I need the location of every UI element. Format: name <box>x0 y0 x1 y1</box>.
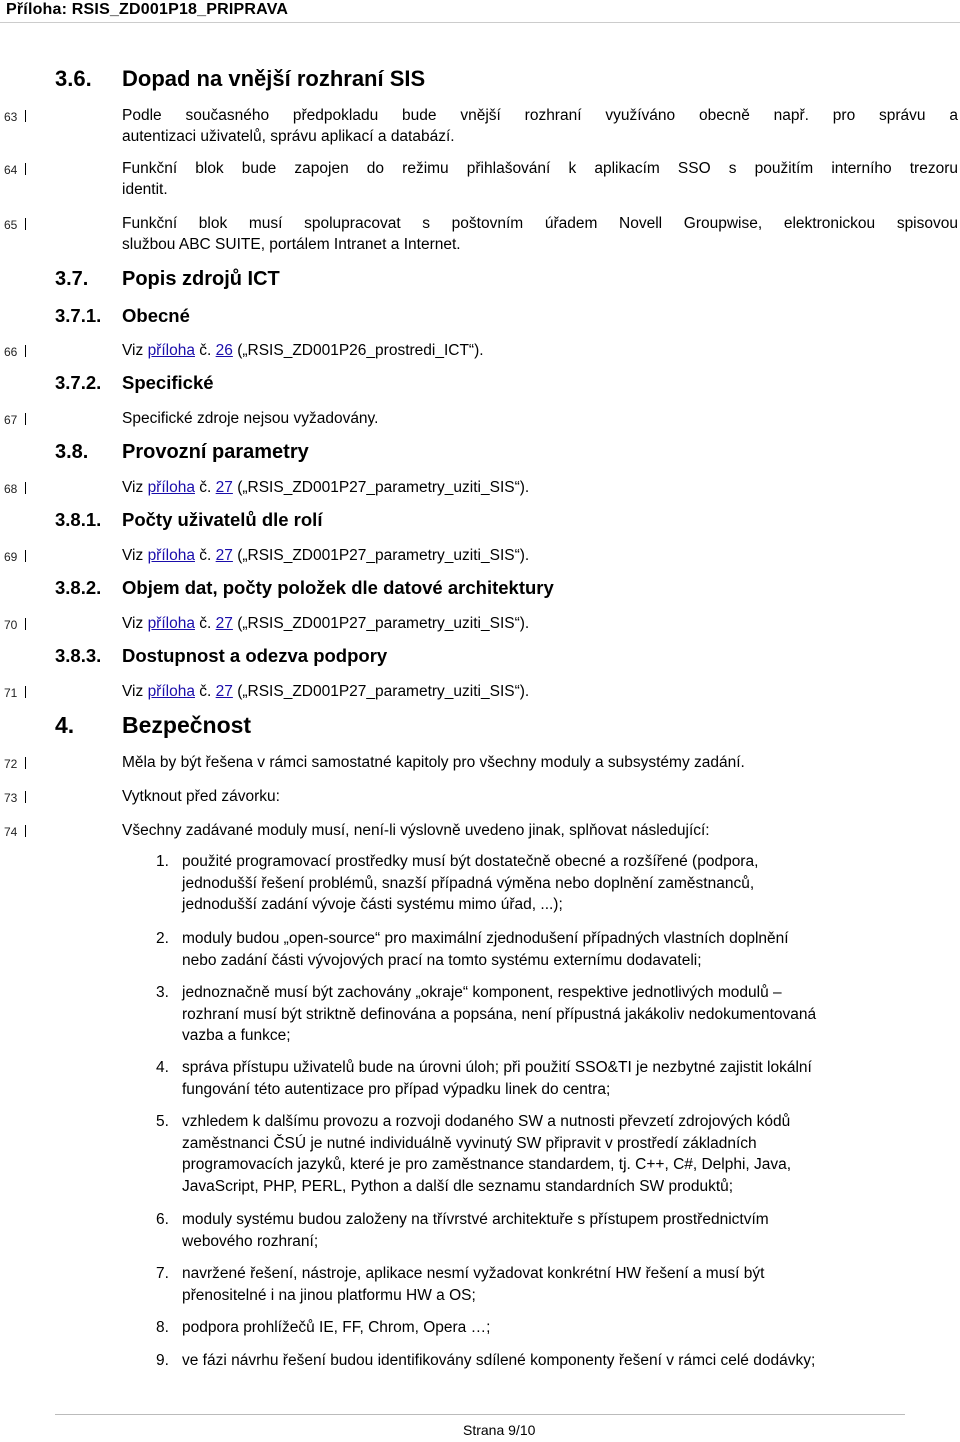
list-item <box>182 1263 764 1306</box>
list-item-line: vzhledem k dalšímu provozu a rozvoji dodaného SW a nutnosti převzetí zdrojových kódů <box>182 1113 791 1130</box>
list-item-line: správa přístupu uživatelů bude na úrovni úloh; při použití SSO&TI je nezbytné zajistit lokální <box>182 1059 812 1076</box>
list-item-line: rozhraní musí být striktně definována a popsána, není přípustná jakákoliv nedokumentovaná <box>182 1005 817 1023</box>
paragraph-number: 64 <box>4 163 18 177</box>
paragraph-marker <box>25 757 26 769</box>
number-prefix: č. <box>194 342 216 359</box>
attachment-name: („RSIS_ZD001P27_parametry_uziti_SIS“). <box>232 547 530 564</box>
list-item-line: navržené řešení, nástroje, aplikace nesmí vyžadovat konkrétní HW řešení a musí být <box>182 1265 765 1282</box>
list-item-line: použité programovací prostředky musí být dostatečně obecné a rozšířené (podpora, <box>182 853 759 870</box>
paragraph-number: 70 <box>4 618 18 632</box>
paragraph-marker <box>25 618 26 630</box>
attachment-name: („RSIS_ZD001P27_parametry_uziti_SIS“). <box>232 479 530 496</box>
list-item-number: 2. <box>156 930 169 947</box>
list-item-line: fungování této autentizace pro případ výpadku linek do centra; <box>182 1080 611 1098</box>
page-number: Strana 9/10 <box>463 1422 536 1438</box>
paragraph-marker <box>25 110 26 122</box>
list-item-number: 6. <box>156 1211 169 1228</box>
list-item <box>182 851 758 916</box>
paragraph-number: 69 <box>4 550 18 564</box>
section-title-3-8-3: Dostupnost a odezva podpory <box>122 645 388 666</box>
paragraph-text: Funkční blok musí spolupracovat s poštovním úřadem Novell Groupwise, elektronickou spisovou <box>122 215 958 232</box>
list-item-line: vazba a funkce; <box>182 1027 291 1044</box>
viz-text: Viz <box>122 342 148 359</box>
paragraph-marker <box>25 825 26 837</box>
viz-text: Viz <box>122 547 148 564</box>
list-item-line: jednodušší řešení problémů, snazší případná výměna nebo doplnění zaměstnanců, <box>182 874 755 892</box>
list-item-number: 5. <box>156 1113 169 1130</box>
number-prefix: č. <box>194 615 216 632</box>
section-title-3-8-1: Počty uživatelů dle rolí <box>122 509 323 530</box>
paragraph-marker <box>25 482 26 494</box>
attachment-link[interactable]: příloha <box>147 342 195 359</box>
attachment-name: („RSIS_ZD001P27_parametry_uziti_SIS“). <box>232 683 530 700</box>
paragraph-marker <box>25 686 26 698</box>
paragraph-text <box>122 681 529 702</box>
paragraph-number: 71 <box>4 686 18 700</box>
section-title-4: Bezpečnost <box>122 712 252 738</box>
attachment-link[interactable]: příloha <box>147 615 195 632</box>
paragraph-number: 65 <box>4 218 18 232</box>
paragraph-number: 73 <box>4 791 18 805</box>
viz-text: Viz <box>122 479 148 496</box>
attachment-link[interactable]: příloha <box>147 547 195 564</box>
section-number-3-8-3: 3.8.3. <box>55 645 102 666</box>
document-header <box>0 0 960 23</box>
paragraph-text <box>122 545 529 566</box>
paragraph-number: 63 <box>4 110 18 124</box>
list-item-number: 1. <box>156 853 169 870</box>
section-number-3-6: 3.6. <box>55 66 92 91</box>
section-title-3-8-2: Objem dat, počty položek dle datové architektury <box>122 577 554 598</box>
paragraph-number: 68 <box>4 482 18 496</box>
attachment-link[interactable]: příloha <box>147 479 195 496</box>
section-title-3-7: Popis zdrojů ICT <box>122 268 280 290</box>
paragraph-text: Měla by být řešena v rámci samostatné kapitoly pro všechny moduly a subsystémy zadání. <box>122 754 745 771</box>
paragraph-text: Všechny zadávané moduly musí, není-li výslovně uvedeno jinak, splňovat následující: <box>122 822 710 839</box>
paragraph-marker <box>25 413 26 425</box>
attachment-number-link[interactable]: 27 <box>215 683 233 700</box>
section-number-3-7-1: 3.7.1. <box>55 305 102 326</box>
list-item-line: moduly budou „open-source“ pro maximální zjednodušení případných vlastních doplnění <box>182 930 789 947</box>
attachment-number-link[interactable]: 27 <box>215 479 233 496</box>
paragraph-text: autentizaci uživatelů, správu aplikací a databází. <box>122 128 455 145</box>
list-item-line: webového rozhraní; <box>182 1232 319 1250</box>
paragraph-text <box>122 340 484 361</box>
paragraph-number: 66 <box>4 345 18 359</box>
paragraph-number: 74 <box>4 825 18 839</box>
viz-text: Viz <box>122 615 148 632</box>
footer-divider <box>55 1414 905 1415</box>
viz-text: Viz <box>122 683 148 700</box>
list-item <box>182 1209 769 1252</box>
list-item-line: ve fázi návrhu řešení budou identifikovány sdílené komponenty řešení v rámci celé dodávky; <box>182 1352 816 1369</box>
list-item-number: 3. <box>156 984 169 1001</box>
list-item-line: jednodušší zadání vývoje části systému mimo úřad, ...); <box>182 896 563 913</box>
list-item <box>182 928 789 971</box>
list-item-number: 4. <box>156 1059 169 1076</box>
list-item <box>182 982 816 1047</box>
section-number-3-7-2: 3.7.2. <box>55 372 102 393</box>
section-number-3-8: 3.8. <box>55 441 89 463</box>
paragraph-number: 72 <box>4 757 18 771</box>
paragraph-text: Podle současného předpokladu bude vnější rozhraní využíváno obecně např. pro správu a <box>122 107 958 124</box>
list-item <box>182 1350 815 1372</box>
document-title: Příloha: RSIS_ZD001P18_PRIPRAVA <box>6 1 289 18</box>
section-title-3-7-1: Obecné <box>122 305 190 326</box>
list-item-number: 9. <box>156 1352 169 1369</box>
list-item-line: moduly systému budou založeny na třívrstvé architektuře s přístupem prostřednictvím <box>182 1211 769 1228</box>
attachment-link[interactable]: příloha <box>147 683 195 700</box>
list-item-line: JavaScript, PHP, PERL, Python a další dle seznamu standardních SW produktů; <box>182 1177 734 1195</box>
paragraph-marker <box>25 550 26 562</box>
paragraph-number: 67 <box>4 413 18 427</box>
list-item-line: podpora prohlížečů IE, FF, Chrom, Opera …; <box>182 1319 491 1336</box>
attachment-name: („RSIS_ZD001P26_prostredi_ICT“). <box>232 342 484 359</box>
attachment-number-link[interactable]: 26 <box>215 342 233 359</box>
section-number-3-8-2: 3.8.2. <box>55 577 102 598</box>
paragraph-text: službou ABC SUITE, portálem Intranet a Internet. <box>122 236 461 253</box>
paragraph-text: Vytknout před závorku: <box>122 788 280 805</box>
attachment-number-link[interactable]: 27 <box>215 615 233 632</box>
paragraph-marker <box>25 163 26 175</box>
section-title-3-7-2: Specifické <box>122 372 214 393</box>
list-item-line: zaměstnanci ČSÚ je nutné individuálně vyvinutý SW připravit v prostředí základních <box>182 1134 757 1152</box>
list-item-line: jednoznačně musí být zachovány „okraje“ komponent, respektive jednotlivých modulů – <box>182 984 782 1001</box>
attachment-name: („RSIS_ZD001P27_parametry_uziti_SIS“). <box>232 615 530 632</box>
section-number-4: 4. <box>55 712 75 738</box>
paragraph-text: identit. <box>122 181 168 198</box>
list-item-line: přenositelné i na jinou platformu HW a OS; <box>182 1286 476 1304</box>
section-title-3-8: Provozní parametry <box>122 441 309 463</box>
list-item-line: nebo zadání části vývojových prací na tomto systému externímu dodavateli; <box>182 951 702 969</box>
list-item-number: 8. <box>156 1319 169 1336</box>
number-prefix: č. <box>194 683 216 700</box>
paragraph-marker <box>25 791 26 803</box>
paragraph-marker <box>25 345 26 357</box>
number-prefix: č. <box>194 479 216 496</box>
list-item-number: 7. <box>156 1265 169 1282</box>
paragraph-text: Funkční blok bude zapojen do režimu přihlašování k aplikacím SSO s použitím interního trezoru <box>122 160 958 177</box>
number-prefix: č. <box>194 547 216 564</box>
list-item <box>182 1057 812 1100</box>
paragraph-text <box>122 477 529 498</box>
paragraph-text <box>122 613 529 634</box>
section-number-3-7: 3.7. <box>55 268 89 290</box>
section-number-3-8-1: 3.8.1. <box>55 509 102 530</box>
list-item-line: programovacích jazyků, které je pro zaměstnance standardem, tj. C++, C#, Delphi, Java, <box>182 1156 792 1173</box>
list-item <box>182 1111 791 1197</box>
section-title-3-6: Dopad na vnější rozhraní SIS <box>122 66 426 91</box>
list-item <box>182 1317 490 1339</box>
paragraph-marker <box>25 218 26 230</box>
paragraph-text: Specifické zdroje nejsou vyžadovány. <box>122 410 379 427</box>
attachment-number-link[interactable]: 27 <box>215 547 233 564</box>
